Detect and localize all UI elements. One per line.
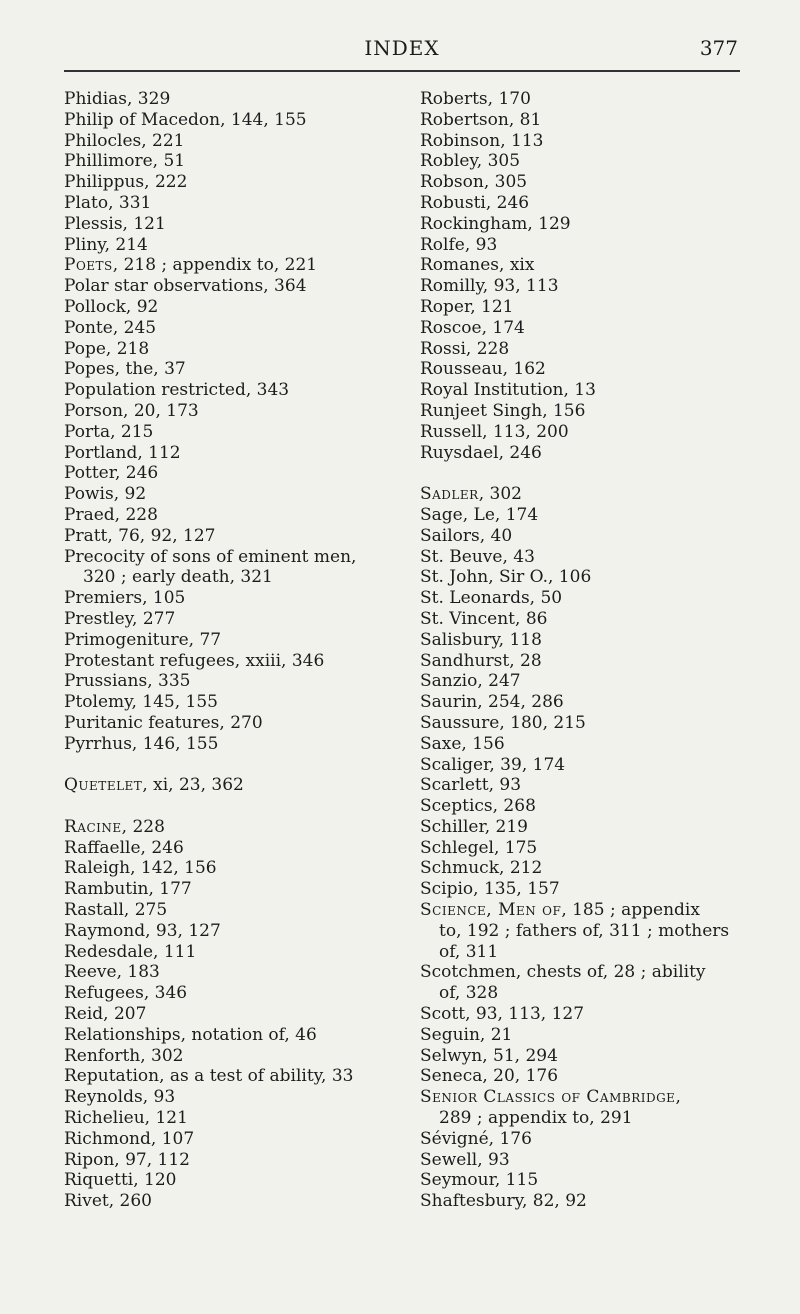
index-entry [64,235,414,256]
index-entry [64,775,414,796]
index-heading: Sadler [420,484,479,505]
index-entry [420,422,780,443]
index-entry-text: Saxe, 156 [420,733,505,754]
index-entry-text: Sévigné, 176 [420,1128,532,1149]
index-entry [64,339,414,360]
index-entry [64,255,414,276]
page-header [64,36,740,66]
index-entry-text: Plato, 331 [64,192,152,213]
index-entry [64,879,414,900]
index-entry-text: Refugees, 346 [64,983,188,1004]
index-entry [64,983,414,1004]
index-entry [64,359,414,380]
index-entry-text: of, 311 [439,941,499,962]
index-entry-text: Scipio, 135, 157 [420,879,560,900]
index-entry [420,567,780,588]
index-entry-text: Romilly, 93, 113 [420,276,559,297]
index-entry [64,1087,414,1108]
index-entry [64,463,414,484]
index-entry [64,1170,414,1191]
index-entry-text: Porson, 20, 173 [64,400,199,421]
index-entry-text: Portland, 112 [64,442,181,463]
index-entry [420,1150,780,1171]
index-entry [420,796,780,817]
index-entry [420,588,780,609]
index-entry [420,1087,780,1108]
index-entry [420,1191,780,1212]
index-entry [64,505,414,526]
index-entry-text: Pope, 218 [64,338,150,359]
index-entry [64,692,414,713]
index-entry [420,1025,780,1046]
index-entry-text: Seneca, 20, 176 [420,1066,559,1087]
index-entry [64,1129,414,1150]
page-number: 377 [699,36,738,60]
index-entry [64,942,414,963]
index-column-left [64,89,414,1212]
index-gap [420,463,780,484]
index-entry-text: St. Beuve, 43 [420,546,535,567]
index-entry [420,547,780,568]
index-entry [420,1046,780,1067]
index-entry-text: Roscoe, 174 [420,317,525,338]
index-entry [64,214,414,235]
index-entry-text: Richmond, 107 [64,1128,195,1149]
index-entry [420,1129,780,1150]
index-entry-text: Prestley, 277 [64,608,176,629]
index-entry [64,858,414,879]
index-entry-text: Renforth, 302 [64,1045,184,1066]
index-entry-text: Scott, 93, 113, 127 [420,1004,585,1025]
index-entry-text: Sandhurst, 28 [420,650,542,671]
page-title: INDEX [364,36,440,60]
index-entry-text: Redesdale, 111 [64,941,197,962]
index-entry-text: Robson, 305 [420,172,528,193]
index-entry-text: Saurin, 254, 286 [420,692,564,713]
index-entry-text: Raymond, 93, 127 [64,920,221,941]
index-entry [64,318,414,339]
index-entry-text: Schmuck, 212 [420,858,543,879]
index-entry-text: Roberts, 170 [420,89,531,109]
index-entry-text: Robusti, 246 [420,192,530,213]
index-entry-text: Polar star observations, 364 [64,276,307,297]
index-heading: Senior Classics of Cambridge [420,1087,676,1108]
index-heading: Quetelet [64,775,143,796]
index-entry-text: to, 192 ; fathers of, 311 ; mothers [439,920,730,941]
index-entry [420,318,780,339]
index-entry-text: , 218 ; appendix to, 221 [112,255,318,276]
index-entry-text: Rambutin, 177 [64,879,192,900]
index-entry-text: Saussure, 180, 215 [420,712,586,733]
index-entry-text: St. John, Sir O., 106 [420,567,592,588]
index-entry [64,1191,414,1212]
index-entry-text: Philippus, 222 [64,172,188,193]
index-entry-text: Rolfe, 93 [420,234,498,255]
index-entry [420,630,780,651]
index-entry-text: of, 328 [439,983,499,1004]
index-entry [420,921,780,942]
index-entry-text: Raffaelle, 246 [64,837,184,858]
index-entry [420,297,780,318]
index-entry-text: Scarlett, 93 [420,775,522,796]
index-entry-text: Sewell, 93 [420,1149,510,1170]
index-entry [64,588,414,609]
index-entry-text: Potter, 246 [64,463,159,484]
index-entry-text: Reputation, as a test of ability, 33 [64,1066,354,1087]
index-entry-text: Reynolds, 93 [64,1087,176,1108]
index-entry [64,1046,414,1067]
index-entry [420,879,780,900]
index-entry [420,443,780,464]
index-entry [420,942,780,963]
index-entry [64,713,414,734]
index-entry [420,817,780,838]
index-heading: Poets [64,255,113,276]
index-entry-text: Runjeet Singh, 156 [420,400,586,421]
index-entry-text: Sailors, 40 [420,525,513,546]
index-entry-text: Praed, 228 [64,504,158,525]
index-entry [64,547,414,568]
index-entry [64,900,414,921]
index-entry [64,276,414,297]
index-entry [64,630,414,651]
index-entry [420,89,780,110]
index-entry-text: St. Leonards, 50 [420,588,563,609]
index-entry-text: Population restricted, 343 [64,380,290,401]
index-entry-text: Scaliger, 39, 174 [420,754,566,775]
index-entry [420,359,780,380]
index-entry [420,235,780,256]
index-entry [64,172,414,193]
index-entry-text: , 228 [121,816,165,837]
index-entry-text: Rivet, 260 [64,1191,152,1212]
index-entry [64,89,414,110]
index-entry-text: , 302 [478,484,522,505]
index-entry [64,401,414,422]
index-entry [420,692,780,713]
index-entry [64,567,414,588]
index-entry [420,962,780,983]
index-entry [64,671,414,692]
index-entry [420,505,780,526]
index-entry [64,1004,414,1025]
index-entry [420,339,780,360]
index-entry [64,422,414,443]
index-entry-text: Pyrrhus, 146, 155 [64,733,219,754]
index-entry-text: Roper, 121 [420,296,514,317]
index-entry-text: Robinson, 113 [420,130,544,151]
index-entry-text: Ruysdael, 246 [420,442,542,463]
index-entry-text: Richelieu, 121 [64,1108,188,1129]
index-entry [64,1150,414,1171]
index-entry [420,734,780,755]
index-entry-text: Porta, 215 [64,421,154,442]
index-entry-text: Pollock, 92 [64,296,159,317]
index-entry [420,713,780,734]
index-entry [64,193,414,214]
index-entry-text: Reid, 207 [64,1004,147,1025]
index-entry-text: Selwyn, 51, 294 [420,1045,558,1066]
index-entry-text: Precocity of sons of eminent men, [64,546,357,567]
index-entry-text: 289 ; appendix to, 291 [439,1108,633,1129]
index-entry [420,131,780,152]
index-entry [64,131,414,152]
index-entry [64,734,414,755]
index-entry-text: Schiller, 219 [420,816,529,837]
index-entry [420,276,780,297]
index-entry-text: Popes, the, 37 [64,359,186,380]
index-entry [420,172,780,193]
index-entry-text: Primogeniture, 77 [64,629,222,650]
index-column-right [420,89,780,1212]
index-entry [64,838,414,859]
index-entry [420,214,780,235]
index-entry-text: Rousseau, 162 [420,359,546,380]
index-entry-text: Ponte, 245 [64,317,157,338]
index-entry [420,193,780,214]
index-entry [420,1170,780,1191]
index-entry-text: Romanes, xix [420,255,535,276]
index-entry-text: Robley, 305 [420,151,521,172]
index-entry-text: Rockingham, 129 [420,213,571,234]
index-entry [420,255,780,276]
index-entry-text: Schlegel, 175 [420,837,538,858]
index-entry-text: Seguin, 21 [420,1024,513,1045]
index-entry-text: St. Vincent, 86 [420,608,548,629]
index-entry-text: Sage, Le, 174 [420,504,539,525]
index-entry-text: Relationships, notation of, 46 [64,1024,317,1045]
index-entry-text: Pratt, 76, 92, 127 [64,525,216,546]
index-entry-text: , xi, 23, 362 [142,775,244,796]
index-entry-text: Robertson, 81 [420,109,542,130]
index-entry [64,1066,414,1087]
index-entry-text: Powis, 92 [64,484,147,505]
header-rule [64,70,740,72]
index-entry-text: Riquetti, 120 [64,1170,177,1191]
index-entry-text: Premiers, 105 [64,588,186,609]
index-entry [420,671,780,692]
index-entry [64,651,414,672]
index-entry [420,110,780,131]
index-entry [420,1066,780,1087]
index-entry-text: Reeve, 183 [64,962,160,983]
index-entry [420,651,780,672]
index-entry [64,609,414,630]
index-entry [420,401,780,422]
index-entry-text: Philocles, 221 [64,130,185,151]
index-entry-text: Royal Institution, 13 [420,380,596,401]
index-entry [420,858,780,879]
index-entry-text: Pliny, 214 [64,234,148,255]
index-entry [64,817,414,838]
index-entry [64,921,414,942]
index-entry-text: Rossi, 228 [420,338,510,359]
index-entry [64,484,414,505]
index-entry-text: Rastall, 275 [64,900,168,921]
index-entry-text: Phillimore, 51 [64,151,186,172]
index-entry [64,1108,414,1129]
index-entry-text: Raleigh, 142, 156 [64,858,217,879]
index-entry-text: Scotchmen, chests of, 28 ; ability [420,962,706,983]
index-entry-text: , [675,1087,681,1108]
index-entry [64,297,414,318]
index-heading: Science, Men of [420,900,562,921]
index-entry [420,755,780,776]
index-entry [64,443,414,464]
index-entry [420,775,780,796]
index-heading: Racine [64,816,122,837]
index-entry [64,110,414,131]
index-entry-text: Philip of Macedon, 144, 155 [64,109,307,130]
index-entry [420,609,780,630]
index-gap [64,755,414,776]
index-entry [64,962,414,983]
index-entry-text: Salisbury, 118 [420,629,542,650]
index-entry-text: Prussians, 335 [64,671,191,692]
index-entry-text: Puritanic features, 270 [64,712,263,733]
index-entry-text: Shaftesbury, 82, 92 [420,1191,587,1212]
index-entry [64,380,414,401]
index-entry-text: Ripon, 97, 112 [64,1149,190,1170]
index-entry-text: Russell, 113, 200 [420,421,569,442]
index-entry [420,838,780,859]
index-entry [420,380,780,401]
index-gap [64,796,414,817]
index-entry [420,484,780,505]
index-entry [420,1108,780,1129]
index-entry [420,151,780,172]
index-entry-text: 320 ; early death, 321 [83,567,273,588]
index-entry [420,900,780,921]
index-entry-text: Phidias, 329 [64,89,171,109]
index-entry-text: Protestant refugees, xxiii, 346 [64,650,325,671]
index-entry [420,983,780,1004]
index-entry-text: Seymour, 115 [420,1170,539,1191]
index-entry [420,1004,780,1025]
index-entry [420,526,780,547]
index-entry-text: Ptolemy, 145, 155 [64,692,218,713]
index-entry-text: Sceptics, 268 [420,796,536,817]
index-entry [64,151,414,172]
index-entry [64,1025,414,1046]
index-entry-text: Sanzio, 247 [420,671,521,692]
index-entry-text: , 185 ; appendix [561,900,700,921]
index-entry [64,526,414,547]
index-entry-text: Plessis, 121 [64,213,166,234]
